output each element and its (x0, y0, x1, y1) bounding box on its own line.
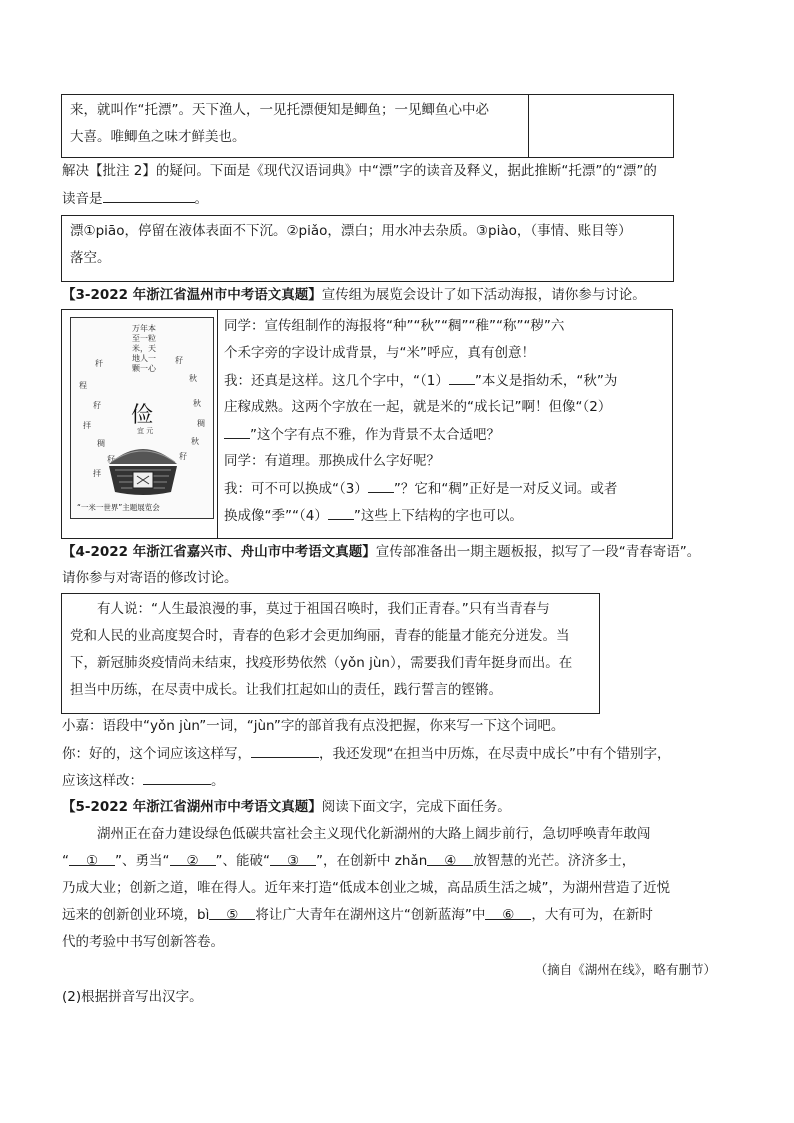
poster-char: 秋 (189, 374, 197, 383)
dialog-line-5-b: ”这个字有点不雅，作为背景不太合适吧？ (250, 427, 500, 443)
q5-task: (2)根据拼音写出汉字。 (62, 989, 203, 1005)
blank-circle-4[interactable]: ④ (427, 851, 473, 866)
rice-basket-illustration (101, 436, 185, 498)
pizhu-prefix: 读音是 (62, 191, 103, 207)
q5-para-line-4 (62, 905, 653, 925)
poster-char: 程 (79, 381, 87, 390)
q3-heading (62, 285, 646, 305)
q5-p4-a: 远来的创新创业环境，bì (62, 907, 210, 923)
q5-tag: 【5-2022 年浙江省湖州市中考语文真题】 (62, 799, 322, 815)
poster-vertical-text: 万年本至一粒米，天地人一颗一心 (132, 324, 156, 373)
q5-para-line-1: 湖州正在奋力建设绿色低碳共富社会主义现代化新湖州的大路上阔步前行，急切呼唤青年敢闯 (97, 826, 651, 842)
dialog-line-1: 同学：宣传组制作的海报将“种”“秋”“稠”“稚”“称”“秽”六 (224, 318, 565, 334)
q4-heading-line-1 (62, 542, 700, 562)
q4-dialog-line-3-a: 应该这样改： (62, 773, 143, 789)
q5-p4-d: ，大有可为，在新时 (531, 907, 653, 923)
poster-char: 秄 (179, 452, 187, 461)
q4-tag: 【4-2022 年浙江省嘉兴市、舟山市中考语文真题】 (62, 544, 376, 560)
dictionary-line-2: 落空。 (70, 250, 111, 266)
q5-p2-c: ”、勇当“ (115, 853, 170, 869)
excerpt-table-divider (528, 94, 529, 158)
q4-dialog-line-2-b: ，我还发现“在担当中历炼，在尽责中成长”中有个错别字， (319, 746, 671, 762)
poster-char: 秋 (193, 399, 201, 408)
youth-line-2: 党和人民的业高度契合时，青春的色彩才会更加绚丽，青春的能量才能充分迸发。当 (70, 628, 570, 644)
q4-heading-line-2: 请你参与对寄语的修改讨论。 (62, 570, 238, 586)
youth-line-4: 担当中历练，在尽责中成长。让我们扛起如山的责任，践行誓言的铿锵。 (70, 682, 502, 698)
excerpt-line-2: 大喜。唯鲫鱼之味才鲜美也。 (70, 129, 246, 145)
poster-char: 秋 (191, 437, 199, 446)
youth-line-1: 有人说：“人生最浪漫的事，莫过于祖国召唤时，我们正青春。”只有当青春与 (97, 601, 550, 617)
pizhu-question-line-1: 解决【批注 2】的疑问。下面是《现代汉语词典》中“漂”字的读音及释义，据此推断“托漂”的“漂”的 (62, 163, 657, 179)
q5-para-line-3: 乃成大业；创新之道，唯在得人。近年来打造“低成本创业之城，高品质生活之城”，为湖州营造了近悦 (62, 880, 670, 896)
blank-1[interactable] (449, 370, 475, 385)
pizhu-answer-blank[interactable] (103, 188, 195, 203)
blank-circle-6[interactable]: ⑥ (485, 905, 531, 920)
dialog-line-8-a: 换成像“季”“（4） (224, 508, 328, 524)
blank-4[interactable] (328, 505, 354, 520)
q5-text: 阅读下面文字，完成下面任务。 (321, 799, 511, 815)
q5-p2-e: ”，在创新中 zhǎn (316, 853, 428, 869)
q3-text: 宣传组为展览会设计了如下活动海报，请你参与讨论。 (321, 287, 646, 303)
poster-char: 稠 (97, 439, 105, 448)
poster-char: 拝 (83, 421, 91, 430)
poster-char: 秄 (175, 356, 183, 365)
poster-char: 秄 (93, 401, 101, 410)
blank-2[interactable] (224, 424, 250, 439)
dialog-line-4: 庄稼成熟。这两个字放在一起，就是米的“成长记”啊！但像“（2） (224, 399, 612, 415)
q3-tag: 【3-2022 年浙江省温州市中考语文真题】 (62, 287, 322, 303)
q4-dialog-line-1: 小嘉：语段中“yǒn jùn”一词，“jùn”字的部首我有点没把握，你来写一下这个词吧。 (62, 718, 565, 734)
poster-char: 稠 (197, 419, 205, 428)
dialog-line-3-a: 我：还真是这样。这几个字中，“（1） (224, 373, 449, 389)
q5-p2-d: ”、能破“ (215, 853, 270, 869)
q4-text-1: 宣传部准备出一期主题板报，拟写了一段“青春寄语”。 (375, 544, 701, 560)
poster-dialog-divider (217, 309, 218, 539)
q5-p2-a: “ (62, 853, 69, 869)
dialog-line-2: 个禾字旁的字设计成背景，与“米”呼应，真有创意！ (224, 345, 535, 361)
dialog-line-6: 同学：有道理。那换成什么字好呢？ (224, 453, 440, 469)
blank-circle-3[interactable]: ③ (270, 851, 316, 866)
dialog-line-3-b: ”本义是指幼禾，“秋”为 (474, 373, 618, 389)
blank-circle-5[interactable]: ⑤ (209, 905, 255, 920)
dialog-line-7 (224, 478, 617, 499)
q5-p4-c: 将让广大青年在湖州这片“创新蓝海”中 (255, 907, 486, 923)
poster-caption: “一米一世界”主题展览会 (77, 503, 160, 512)
blank-3[interactable] (368, 478, 394, 493)
poster-char: 秆 (95, 359, 103, 368)
dialog-line-7-b: ”？它和“稠”正好是一对反义词。或者 (393, 481, 618, 497)
correction-blank[interactable] (143, 770, 211, 785)
word-answer-blank[interactable] (251, 743, 319, 758)
q4-dialog-line-2 (62, 743, 671, 764)
pizhu-question-line-2 (62, 188, 208, 209)
q5-para-line-2 (62, 851, 635, 871)
poster-center-char: 俭 (131, 403, 154, 428)
q4-dialog-line-3-b: 。 (211, 773, 225, 789)
q5-source: （摘自《湖州在线》，略有删节） (534, 962, 716, 977)
poster-char: 拝 (93, 469, 101, 478)
q5-heading (62, 797, 511, 817)
q5-para-line-5: 代的考验中书写创新答卷。 (62, 934, 224, 950)
dialog-line-7-a: 我：可不可以换成“（3） (224, 481, 368, 497)
dialog-line-3 (224, 370, 617, 391)
blank-circle-2[interactable]: ② (170, 851, 216, 866)
dialog-line-8 (224, 505, 523, 526)
dialog-line-8-b: ”这些上下结构的字也可以。 (353, 508, 523, 524)
q4-dialog-line-2-a: 你：好的，这个词应该这样写， (62, 746, 251, 762)
blank-circle-1[interactable]: ① (69, 851, 115, 866)
exhibition-poster-image (70, 317, 214, 519)
youth-line-3: 下，新冠肺炎疫情尚未结束，找疫形势依然（yǒn jùn），需要我们青年挺身而出。在 (70, 655, 573, 671)
poster-char: 秄 (107, 455, 115, 464)
q4-dialog-line-3 (62, 770, 225, 791)
q5-p2-f: 放智慧的光芒。济济多士， (473, 853, 636, 869)
dictionary-line-1: 漂①piāo，停留在液体表面不下沉。②piǎo，漂白；用水冲去杂质。③piào，（事情、账目等） (70, 223, 632, 239)
pizhu-suffix: 。 (194, 191, 208, 207)
poster-center-small: 宜 元 (137, 427, 154, 435)
dialog-line-5 (224, 424, 500, 445)
excerpt-line-1: 来，就叫作“托漂”。天下渔人，一见托漂便知是鲫鱼；一见鲫鱼心中必 (70, 102, 489, 118)
